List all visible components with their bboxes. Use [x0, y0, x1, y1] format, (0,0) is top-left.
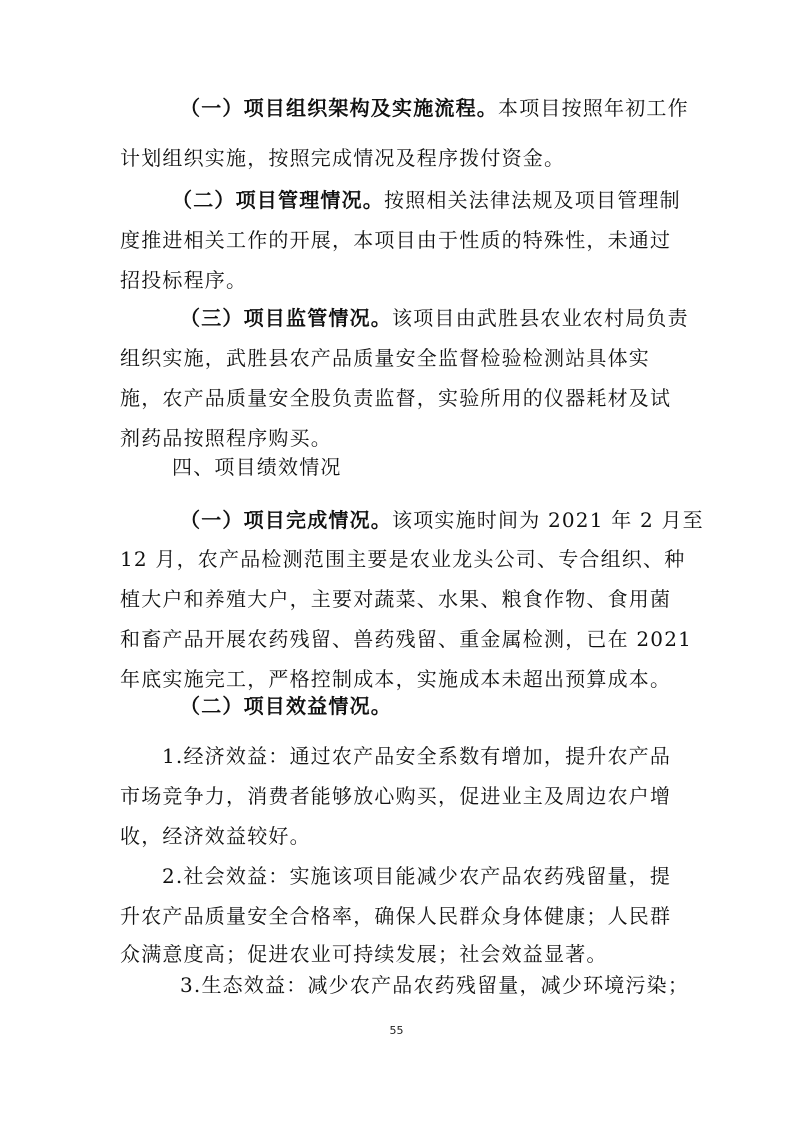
supervision-line-3: 施，农产品质量安全股负责监督，实验所用的仪器耗材及试 [120, 386, 672, 410]
org-line-1 [180, 94, 689, 122]
completion-text: 该项实施时间为 2021 年 2 月至 [392, 508, 704, 532]
page-number: 55 [389, 1024, 404, 1037]
completion-line-1 [180, 506, 704, 534]
supervision-line-1 [180, 304, 689, 332]
org-heading: （一）项目组织架构及实施流程。 [180, 96, 498, 120]
social-benefit-line-3: 众满意度高；促进农业可持续发展；社会效益显著。 [120, 942, 608, 966]
mgmt-line-2: 度推进相关工作的开展，本项目由于性质的特殊性，未通过 [120, 228, 672, 252]
supervision-text: 该项目由武胜县农业农村局负责 [392, 306, 689, 330]
completion-line-2: 12 月，农产品检测范围主要是农业龙头公司、专合组织、种 [120, 547, 686, 571]
supervision-line-2: 组织实施，武胜县农产品质量安全监督检验检测站具体实 [120, 346, 650, 370]
completion-line-5: 年底实施完工，严格控制成本，实施成本未超出预算成本。 [120, 667, 672, 691]
ecological-benefit-line-1: 3.生态效益：减少农产品农药残留量，减少环境污染； [180, 973, 690, 997]
social-benefit-line-1: 2.社会效益：实施该项目能减少农产品农药残留量，提 [162, 864, 672, 888]
benefit-heading: （二）项目效益情况。 [180, 694, 392, 718]
economic-benefit-line-3: 收，经济效益较好。 [120, 824, 311, 848]
social-benefit-line-2: 升农产品质量安全合格率，确保人民群众身体健康；人民群 [120, 904, 672, 928]
org-line-2: 计划组织实施，按照完成情况及程序拨付资金。 [120, 146, 566, 170]
mgmt-line-3: 招投标程序。 [120, 268, 248, 292]
supervision-line-4: 剂药品按照程序购买。 [120, 426, 332, 450]
completion-line-4: 和畜产品开展农药残留、兽药残留、重金属检测，已在 2021 [120, 627, 693, 651]
economic-benefit-line-1: 1.经济效益：通过农产品安全系数有增加，提升农产品 [162, 744, 672, 768]
mgmt-line-1 [172, 186, 681, 214]
section-4-title: 四、项目绩效情况 [172, 455, 342, 479]
completion-heading: （一）项目完成情况。 [180, 508, 392, 532]
mgmt-heading: （二）项目管理情况。 [172, 188, 384, 212]
org-text: 本项目按照年初工作 [498, 96, 689, 120]
economic-benefit-line-2: 市场竞争力，消费者能够放心购买，促进业主及周边农户增 [120, 784, 672, 808]
supervision-heading: （三）项目监管情况。 [180, 306, 392, 330]
mgmt-text: 按照相关法律法规及项目管理制 [384, 188, 681, 212]
completion-line-3: 植大户和养殖大户，主要对蔬菜、水果、粮食作物、食用菌 [120, 587, 672, 611]
